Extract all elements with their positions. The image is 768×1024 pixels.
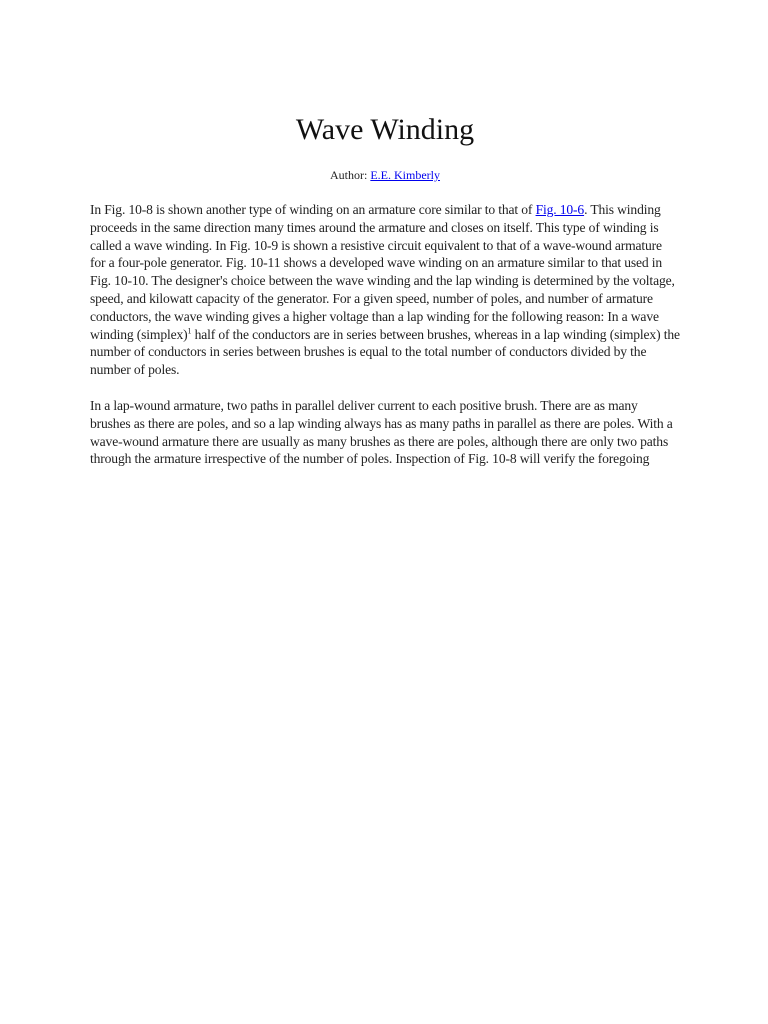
page-title: Wave Winding — [295, 113, 475, 146]
paragraph-2: In a lap-wound armature, two paths in parallel deliver current to each positive brush. There are as many brushes as there are poles, and so a lap winding always has as many paths in parallel as there are poles. With a wave-wound armature there are usually as many brushes as there are poles, although there are only two paths through the armature irrespective of the number of poles. Inspection of Fig. 10-8 will verify the foregoing — [90, 397, 673, 467]
author-label: Author: — [330, 168, 368, 182]
article — [90, 0, 680, 468]
author-line — [90, 167, 680, 183]
footnote-marker: 1 — [187, 326, 192, 336]
paragraph-1-text-b: . This winding proceeds in the same direction many times around the armature and closes on itself. This type of winding is called a wave winding. In Fig. 10-9 is shown a resistive circuit equivalent to that of a wave-wound armature for a four-pole generator. Fig. 10-11 shows a developed wave winding on an armature similar to that used in Fig. 10-10. The designer's choice between the wave winding and the lap winding is determined by the voltage, speed, and kilowatt capacity of the generator. For a given speed, number of poles, and number of armature conductors, the wave winding gives a higher voltage than a lap winding for the following reason: In a wave winding (simplex) — [90, 202, 675, 342]
paragraph-1-text-a: In Fig. 10-8 is shown another type of winding on an armature core similar to that of — [90, 202, 536, 217]
fig-10-6-link[interactable]: Fig. 10-6 — [535, 202, 585, 217]
paragraph-1-text-c: half of the conductors are in series between brushes, whereas in a lap winding (simplex) the number of conductors in series between brushes is equal to the total number of conductors divided by the number of poles. — [90, 326, 680, 378]
author-link[interactable]: E.E. Kimberly — [370, 168, 440, 182]
paragraph-1 — [90, 201, 680, 379]
